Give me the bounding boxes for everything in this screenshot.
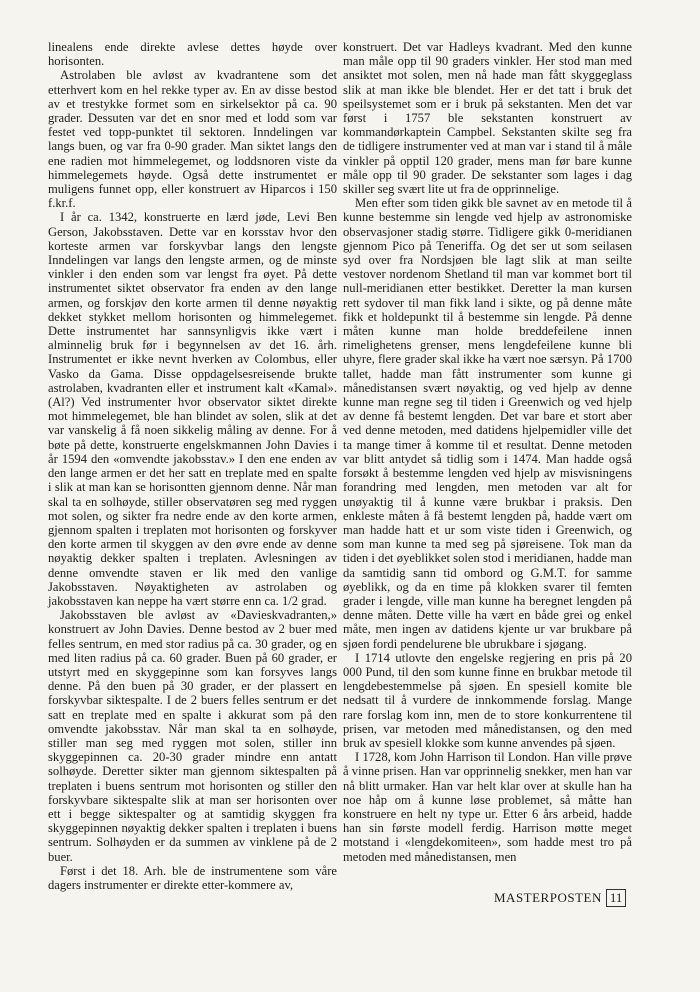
left-column (48, 40, 337, 892)
paragraph: Først i det 18. Arh. ble de instrumentene som våre dagers instrumenter er direkte etter-kommere av, (48, 863, 337, 892)
paragraph: Jakobsstaven ble avløst av «Davieskvadranten,» konstruert av John Davies. Denne bestod av 2 buer med felles sentrum, en med stor radius på ca. 30 grader, og en med liten radius på ca. 60 grader. Buen på 60 grader, er utstyrt med en skyggepinne som kan forsyves langs denne. På den buen på 30 grader, er der plassert en forskyvbar siktespalte. I de 2 buers felles sentrum er det satt en treplate med en spalte i akkurat som på den omvendte jakobsstav. Når man skal ta en solhøyde, stiller man seg med ryggen mot solen, stiller inn skyggepinnen ca. 20-30 grader mindre enn antatt solhøyde. Deretter sikter man gjennom siktespalten på treplaten i buens sentrum mot horisonten og stiller den forskyvbare siktespalte slik at man ser horisonten over ett i begge siktespalter og at samtidig skyggen fra skyggepinnen nøyaktig dekker spalten i treplaten i buens sentrum. Solhøyden er da summen av vinklene på de 2 buer. (48, 608, 337, 864)
paragraph: linealens ende direkte avlese dettes høyde over horisonten. (48, 40, 337, 69)
paragraph: I år ca. 1342, konstruerte en lærd jøde, Levi Ben Gerson, Jakobsstaven. Dette var en korsstav hvor den korteste armen var forskyvbar langs den lengste Inndelingen var langs den lengste armen, og de minste vinkler i den enden som var lengst fra øyet. På dette instrumentet siktet observator fra enden av den lange armen, og forskjøv den korte armen til denne nøyaktig dekket stykket mellom horisonten og himmelegemet. Dette instrumentet har sannsynligvis ikke vært i alminnelig bruk før i begynnelsen av det 16. årh. Instrumentet er ikke nevnt hverken av Colombus, eller Vasko da Gama. Disse oppdagelsesreisende brukte astrolaben, kvadranten eller et instrument kalt «Kamal». (Al?) Ved instrumenter hvor observator siktet direkte mot himmelegemet, ble han blindet av solen, slik at det var vanskelig å få noen sikkelig måling av denne. For å bøte på dette, konstruerte engelskmannen John Davies i år 1594 den «omvendte jakobsstav.» I den ene enden av den lange armen er det her satt en treplate med en spalte i slik at man kan se horisontten gjennom denne. Når man skal ta en solhøyde, stiller observatøren seg med ryggen mot solen, og sikter fra nedre ende av den korte armen, gjennom spalten i treplaten mot horisonten og forskyver den korte armen til skyggen av den øvre ende av denne nøyaktig dekker spalten i treplaten. Avlesningen av denne omvendte staven er lik med den vanlige Jakobsstaven. Nøyaktigheten av astrolaben og jakobsstaven kan neppe ha vært større enn ca. 1/2 grad. (48, 210, 337, 608)
paragraph: konstruert. Det var Hadleys kvadrant. Med den kunne man måle opp til 90 graders vinkler. Her stod man med ansiktet mot solen, men nå hade man fått skyggeglass slik at man ikke ble blendet. Her er det tatt i bruk det speilsystemet som er i bruk på sekstanten. Men det var først i 1757 ble sekstanten konstruert av kommandørkaptein Campbel. Sekstanten skilte seg fra de tidligere instrumenter ved at man var i stand til å måle vinkler på opptil 120 grader, mens man før bare kunne måle opp til 90 grader. De sekstanter som lages i dag skiller seg svært lite ut fra de opprinnelige. (343, 40, 632, 197)
paragraph: I 1714 utlovte den engelske regjering en pris på 20 000 Pund, til den som kunne finne en brukbar metode til lengdebestemmelse på sjøen. En spesiell komite ble nedsatt til å vurdere de innkommende forslag. Mange rare forslag kom inn, men de to store konkurrentene til prisen, var metoden med månedistansen, og den med bruk av spesiell klokke som kunne anvendes på sjøen. (343, 650, 632, 750)
paragraph: Men efter som tiden gikk ble savnet av en metode til å kunne bestemme sin lengde ved hjelp av astronomiske observasjoner stadig større. Tidligere gikk 0-meridianen gjennom Pico på Teneriffa. Og det ser ut som seilasen syd over fra Nordsjøen ble lagt slik at man seilte vestover nordenom Shetland til man var kommet bort til null-meridianen etter bestikket. Deretter la man kursen rett sydover til man fikk land i sikte, og på denne måte fikk et holdepunkt til å bestemme sin lengde. På denne måten kunne man holde breddefeilene innen rimelighetens grenser, mens lengdefeilene kunne bli uhyre, flere grader skal ikke ha vært noe særsyn. På 1700 tallet, hadde man fått instrumenter som kunne gi månedistansen svært nøyaktig, og ved hjelp av denne kunne man regne seg til tiden i Greenwich og ved hjelp av denne få bestemt lengden. Det var bare et stort aber ved denne metoden, med datidens hjelpemidler ville det ta mange timer å komme til et resultat. Denne metoden var blitt antydet så tidlig som i 1474. Man hadde også forsøkt å bestemme lengden ved hjelp av misvisningens forandring med lengden, men metoden var alt for unøyaktig til å kunne være brukbar i praksis. Den enkleste måten å få bestemt lengden på, hadde vært om man hadde hatt et ur som viste tiden i Greenwich, og som man kunne ta med seg på sjøreisene. Tok man da tiden i det øyeblikket solen stod i meridianen, hadde man da samtidig sann tid ombord og G.M.T. for samme øyeblikk, og da en time på klokken svarer til femten grader i lengde, ville man kunne ha beregnet lengden på denne måten. Dette ville ha vært en både grei og enkel måte, men ingen av datidens kjente ur var brukbare på sjøen fordi pendelurene ble ubrukbare i sjøgang. (343, 196, 632, 651)
paragraph: I 1728, kom John Harrison til London. Han ville prøve å vinne prisen. Han var opprinnelig snekker, men han var nå blitt urmaker. Han var helt klar over at skulle han ha noe håp om å kunne løse problemet, så måtte han konstruere en helt ny type ur. Etter 6 års arbeid, hadde han sin første modell ferdig. Harrison møtte meget motstand i «lengdekomiteen», som hadde mest tro på metoden med månedistansen, men (343, 750, 632, 864)
right-column (343, 40, 632, 864)
magazine-name: MASTERPOSTEN (494, 890, 602, 905)
page-footer (494, 889, 626, 907)
page-number: 11 (606, 889, 627, 907)
paragraph: Astrolaben ble avløst av kvadrantene som det etterhvert kom en hel rekke typer av. En av disse bestod av et trestykke formet som en sirkelsektor på ca. 90 grader. Dessuten var det en snor med et lodd som var festet ved topp-punktet til sektoren. Inndelingen var langs buen, og var fra 0-90 grader. Man siktet langs den ene radien mot himmelegemet, og loddsnoren viste da himmelegemets høyde. Også dette instrumentet er muligens funnet opp, eller konstruert av Hiparcos i 150 f.kr.f. (48, 68, 337, 211)
